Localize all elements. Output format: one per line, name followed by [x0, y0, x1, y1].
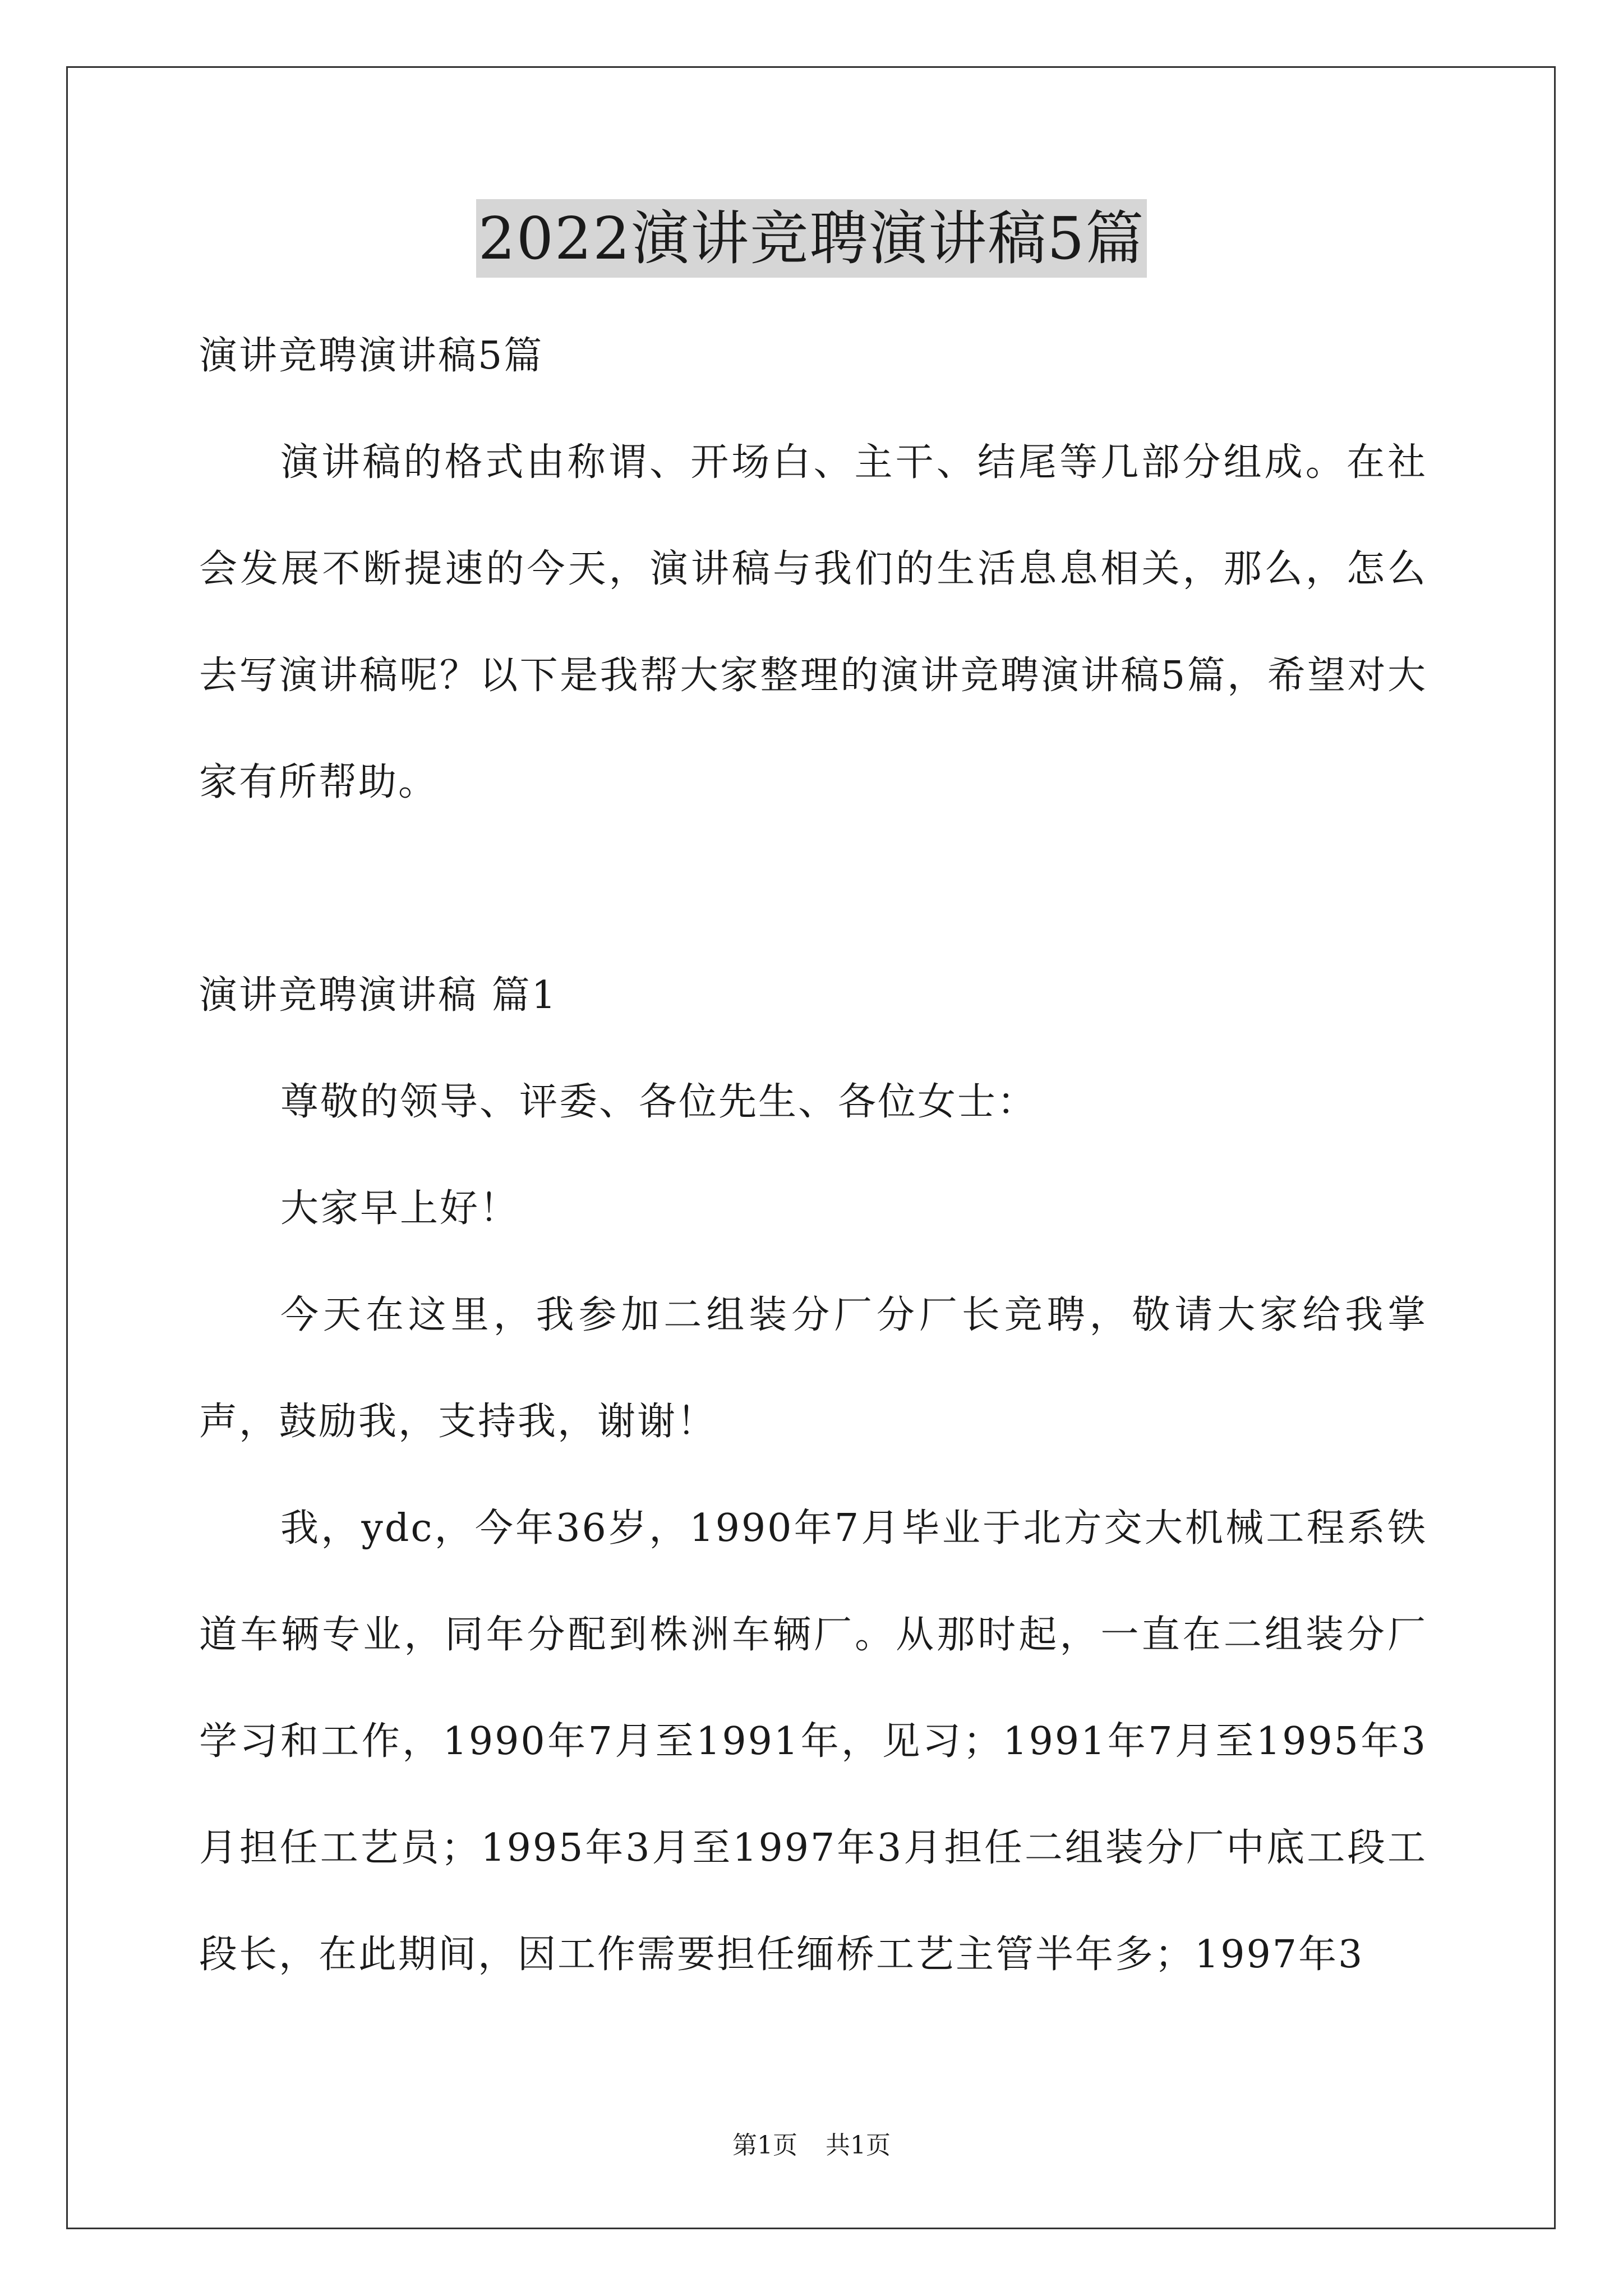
body-paragraph: 今天在这里，我参加二组装分厂分厂长竞聘，敬请大家给我掌声，鼓励我，支持我，谢谢！: [199, 1293, 1427, 1444]
title-container: [0, 199, 1623, 278]
body-paragraph: 尊敬的领导、评委、各位先生、各位女士：: [280, 1080, 1038, 1124]
document-title: 2022演讲竞聘演讲稿5篇: [476, 199, 1147, 278]
body-paragraph: 大家早上好！: [280, 1186, 520, 1231]
body-paragraph: 我，ydc，今年36岁，1990年7月毕业于北方交大机械工程系铁道车辆专业，同年分配到株洲车辆厂。从那时起，一直在二组装分厂学习和工作，1990年7月至1991年，见习；1991年7月至1995年3月担任工艺员；1995年3月至1997年3月担任二组装分厂中底工段工段长，在此期间，因工作需要担任缅桥工艺主管半年多；1997年3: [199, 1506, 1427, 1977]
subtitle: 演讲竞聘演讲稿5篇: [199, 334, 544, 378]
page-total: 共1页: [826, 2131, 891, 2160]
document-body: [199, 303, 1427, 2008]
section-heading: 演讲竞聘演讲稿 篇1: [199, 973, 557, 1018]
intro-paragraph: 演讲稿的格式由称谓、开场白、主干、结尾等几部分组成。在社会发展不断提速的今天，演讲稿与我们的生活息息相关，那么，怎么去写演讲稿呢？以下是我帮大家整理的演讲竞聘演讲稿5篇，希望对大家有所帮助。: [199, 440, 1427, 804]
section-spacer: [199, 836, 1427, 942]
page-footer: [0, 2129, 1623, 2162]
page-number: 第1页: [732, 2131, 797, 2160]
